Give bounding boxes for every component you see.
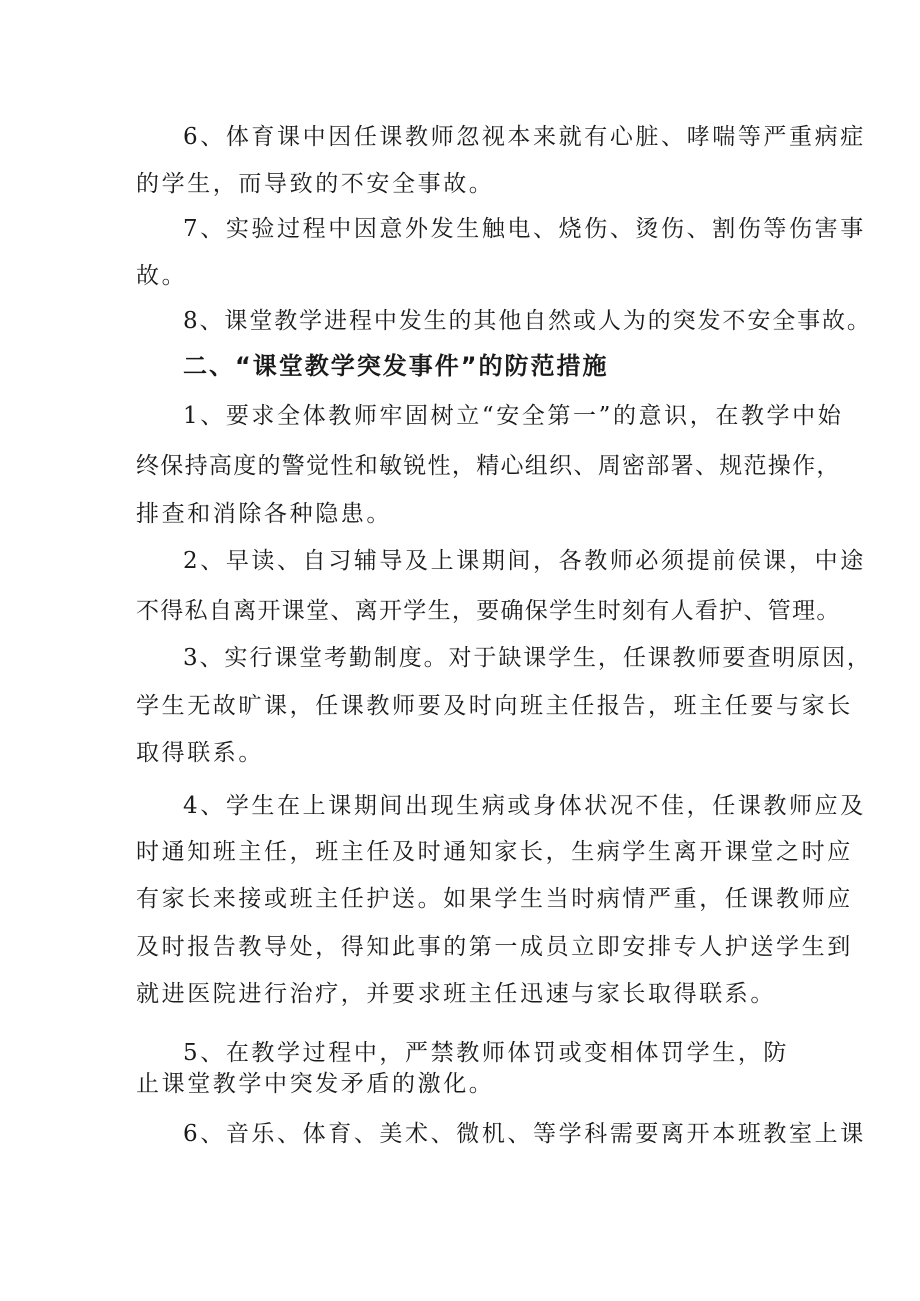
measure-4-line-2: 时通知班主任，班主任及时通知家长，生病学生离开课堂之时应 [136, 839, 853, 865]
paragraph-7-line-2: 故。 [136, 263, 188, 289]
measure-3-line-2: 学生无故旷课，任课教师要及时向班主任报告，班主任要与家长 [136, 693, 853, 719]
paragraph-6-line-1: 6、体育课中因任课教师忽视本来就有心脏、哮喘等严重病症 [183, 124, 866, 150]
measure-1-line-3: 排查和消除各种隐患。 [136, 501, 392, 527]
measure-5-line-1: 5、在教学过程中，严禁教师体罚或变相体罚学生，防 [183, 1040, 790, 1066]
measure-5-line-2: 止课堂教学中突发矛盾的激化。 [136, 1071, 495, 1097]
measure-1-line-2: 终保持高度的警觉性和敏锐性，精心组织、周密部署、规范操作， [136, 453, 841, 479]
measure-4-line-3: 有家长来接或班主任护送。如果学生当时病情严重，任课教师应 [136, 886, 853, 912]
measure-4-line-1: 4、学生在上课期间出现生病或身体状况不佳，任课教师应及 [183, 793, 866, 819]
measure-6-line-1: 6、音乐、体育、美术、微机、等学科需要离开本班教室上课 [183, 1121, 866, 1147]
section-heading: 二、“课堂教学突发事件”的防范措施 [183, 352, 609, 380]
paragraph-6-line-2: 的学生，而导致的不安全事故。 [136, 171, 495, 197]
measure-4-line-5: 就进医院进行治疗，并要求班主任迅速与家长取得联系。 [136, 981, 776, 1007]
measure-4-line-4: 及时报告教导处，得知此事的第一成员立即安排专人护送学生到 [136, 934, 853, 960]
measure-2-line-1: 2、早读、自习辅导及上课期间，各教师必须提前侯课，中途 [183, 548, 866, 574]
measure-1-line-1: 1、要求全体教师牢固树立“安全第一”的意识，在教学中始 [183, 403, 844, 429]
paragraph-7-line-1: 7、实验过程中因意外发生触电、烧伤、烫伤、割伤等伤害事 [183, 216, 866, 242]
measure-3-line-3: 取得联系。 [136, 740, 264, 766]
paragraph-8-line-1: 8、课堂教学进程中发生的其他自然或人为的突发不安全事故。 [183, 308, 872, 334]
measure-2-line-2: 不得私自离开课堂、离开学生，要确保学生时刻有人看护、管理。 [136, 598, 841, 624]
measure-3-line-1: 3、实行课堂考勤制度。对于缺课学生，任课教师要查明原因， [183, 645, 872, 671]
